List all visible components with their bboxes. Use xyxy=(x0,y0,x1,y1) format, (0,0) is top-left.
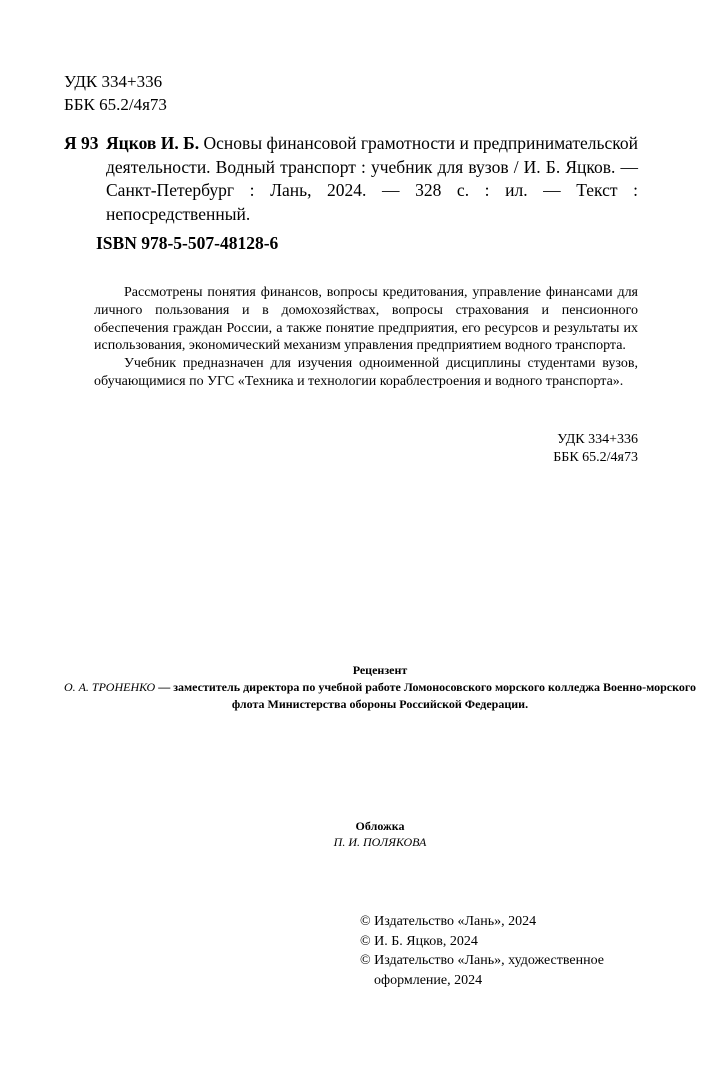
cover-heading: Обложка xyxy=(355,819,405,833)
copyright-line-3-continued: оформление, 2024 xyxy=(374,972,483,988)
copyright-line-1: © Издательство «Лань», 2024 xyxy=(360,914,537,929)
abstract-paragraph-2: Учебник предназначен для изучения одноименной дисциплины студентами вузов, обучающимися по УГС «Техника и технологии кораблестроения и водного транспорта». xyxy=(94,356,638,389)
classification-codes-top xyxy=(64,70,167,116)
abstract xyxy=(94,284,638,391)
bibliographic-description: Основы финансовой грамотности и предпринимательской деятельности. Водный транспорт : учебник для вузов / И. Б. Яцков. — Санкт-Петербург : Лань, 2024. — 328 с. : ил. — Текст : непосредственный. xyxy=(106,133,638,224)
author-name: Яцков И. Б. xyxy=(106,133,200,153)
bibliographic-record xyxy=(64,132,638,226)
udk-code: УДК 334+336 xyxy=(64,72,163,91)
reviewer-name: О. А. ТРОНЕНКО xyxy=(63,680,156,694)
cover-designer-name: П. И. ПОЛЯКОВА xyxy=(333,835,427,849)
reviewer-heading: Рецензент xyxy=(352,663,408,677)
cover-credit xyxy=(60,818,700,850)
bibliographic-description-block xyxy=(106,132,638,226)
classification-codes-bottom xyxy=(500,431,638,467)
udk-code-bottom: УДК 334+336 xyxy=(557,432,638,447)
reviewer-text xyxy=(60,679,700,713)
isbn: ISBN 978-5-507-48128-6 xyxy=(96,233,279,253)
bbk-code-bottom: ББК 65.2/4я73 xyxy=(553,450,638,465)
copyright-line-2: © И. Б. Яцков, 2024 xyxy=(360,933,478,949)
bbk-code: ББК 65.2/4я73 xyxy=(64,95,167,114)
copyright-line-3: © Издательство «Лань», художественное xyxy=(360,953,604,968)
author-code: Я 93 xyxy=(64,133,99,153)
reviewer-block xyxy=(60,662,700,713)
copyright-block xyxy=(360,912,650,990)
reviewer-description: — заместитель директора по учебной работе Ломоносовского морского колледжа Военно-морского флота Министерства обороны Российской Федерации. xyxy=(155,680,697,711)
abstract-paragraph-1: Рассмотрены понятия финансов, вопросы кредитования, управление финансами для личного пользования и в домохозяйствах, вопросы страхования и пенсионного обеспечения граждан России, а также понятие предприятия, его ресурсов и результаты их использования, экономический механизм управления предприятием водного транспорта. xyxy=(94,285,638,354)
